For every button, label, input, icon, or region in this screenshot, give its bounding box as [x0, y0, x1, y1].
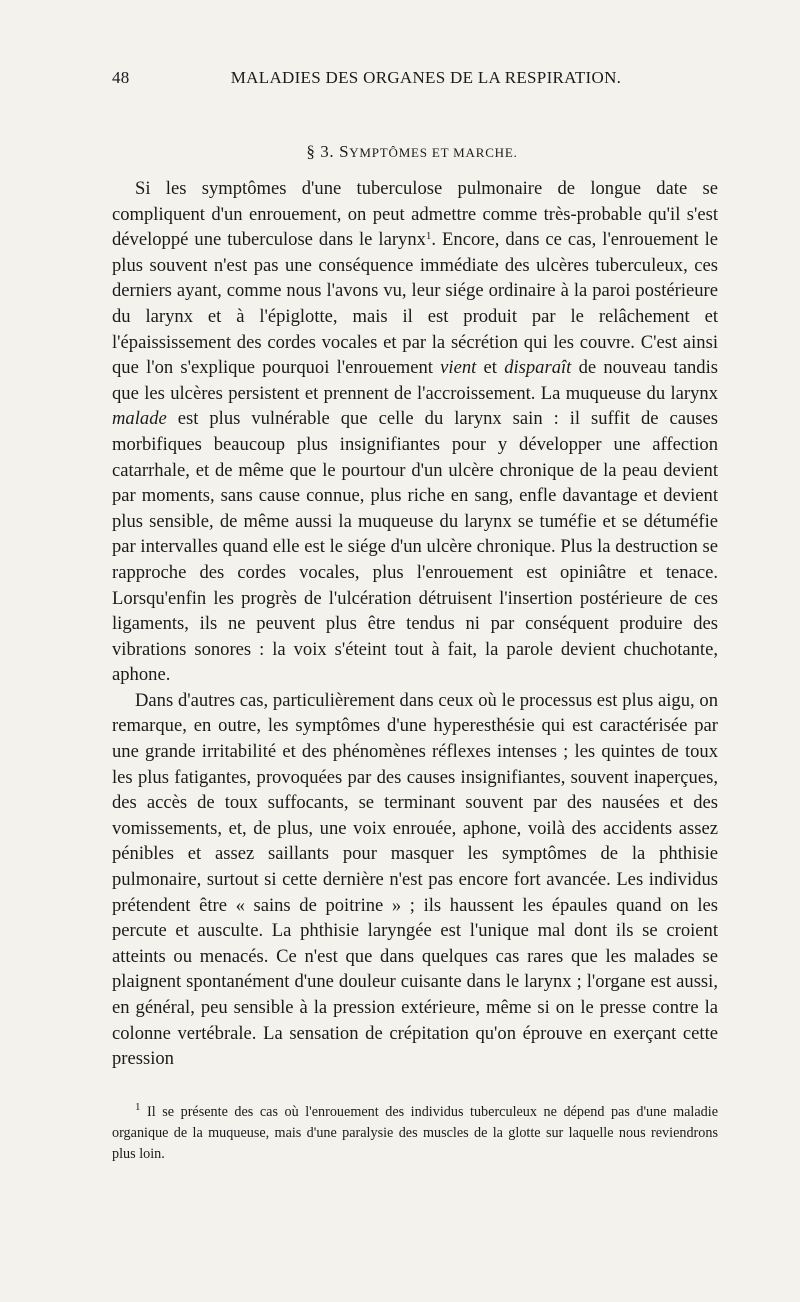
page-number: 48: [112, 68, 130, 87]
footnotes: [112, 1102, 718, 1165]
paragraph-1-text-c: et: [476, 357, 505, 379]
emphasis-disparait: disparaît: [504, 357, 572, 379]
emphasis-malade: malade: [112, 408, 167, 430]
section-title-initial: S: [339, 142, 350, 161]
footnote-text: Il se présente des cas où l'enrouement des individus tuberculeux ne dépend pas d'une maladie organique de la muqueuse, mais d'une paralysie des muscles de la glotte sur laquelle nous reviendrons plus loin.: [112, 1104, 718, 1162]
running-header: [112, 68, 712, 94]
section-heading: [112, 142, 712, 162]
paragraph-1-text-a: Si les symptômes d'une tuberculose pulmonaire de longue date se compliquent d'un enrouement, on peut admettre comme très-probable qu'il s'est développé une tuberculose dans le larynx: [112, 178, 718, 251]
footnote-1: [112, 1102, 718, 1165]
footnote-number: 1: [135, 1101, 141, 1113]
section-number: § 3.: [306, 142, 335, 161]
body-text: [112, 176, 718, 1072]
paragraph-1-text-e: est plus vulnérable que celle du larynx sain : il suffit de causes morbifiques beaucoup plus insignifiantes pour y développer une affection catarrhale, et de même que le pourtour d'un ulcère chronique de la peau devient par moments, sans cause connue, plus riche en sang, enfle davantage et devient plus sensible, de même aussi la muqueuse du larynx se tuméfie et se détuméfie par intervalles quand elle est le siége d'un ulcère chronique. Plus la destruction se rapproche des cordes vocales, plus l'enrouement est opiniâtre et tenace. Lorsqu'enfin les progrès de l'ulcération détruisent l'insertion postérieure de ces ligaments, ils ne peuvent plus être tendus ni par conséquent produire des vibrations sonores : la voix s'éteint tout à fait, la parole devient chuchotante, aphone.: [112, 408, 718, 686]
section-title-rest: YMPTÔMES ET MARCHE.: [349, 145, 518, 160]
footnote-reference: 1: [425, 230, 432, 243]
paragraph-2: Dans d'autres cas, particulièrement dans ceux où le processus est plus aigu, on remarque, en outre, les symptômes d'une hyperesthésie qui est caractérisée par une grande irritabilité et des phénomènes réflexes intenses ; les quintes de toux les plus fatigantes, provoquées par des causes insignifiantes, souvent inaperçues, des accès de toux suffocants, se terminant souvent par des nausées et des vomissements, et, de plus, une voix enrouée, aphone, voilà des accidents assez pénibles et assez saillants pour masquer les symptômes de la phthisie pulmonaire, surtout si cette dernière n'est pas encore fort avancée. Les individus prétendent être « sains de poitrine » ; ils haussent les épaules quand on les percute et ausculte. La phthisie laryngée est l'unique mal dont ils se croient atteints ou menacés. Ce n'est que dans quelques cas rares que les malades se plaignent spontanément d'une douleur cuisante dans le larynx ; l'organe est aussi, en général, peu sensible à la pression extérieure, même si on le presse contre la colonne vertébrale. La sensation de crépitation qu'on éprouve en exerçant cette pression: [112, 689, 718, 1070]
paragraph-1-text-d: de nouveau tandis que les ulcères persistent et prennent de l'accroissement. La muqueuse du larynx: [112, 357, 719, 404]
paragraph-1: [112, 176, 718, 688]
emphasis-vient: vient: [440, 357, 477, 379]
running-title: MALADIES DES ORGANES DE LA RESPIRATION.: [230, 68, 622, 87]
paragraph-1-text-b: . Encore, dans ce cas, l'enrouement le plus souvent n'est pas une conséquence immédiate des ulcères tuberculeux, ces derniers ayant, comme nous l'avons vu, leur siége ordinaire à la paroi postérieure du larynx et à l'épiglotte, mais il est produit par le relâchement et l'épaississement des cordes vocales et par la sécrétion qui les couvre. C'est ainsi que l'on s'explique pourquoi l'enrouement: [112, 229, 718, 379]
